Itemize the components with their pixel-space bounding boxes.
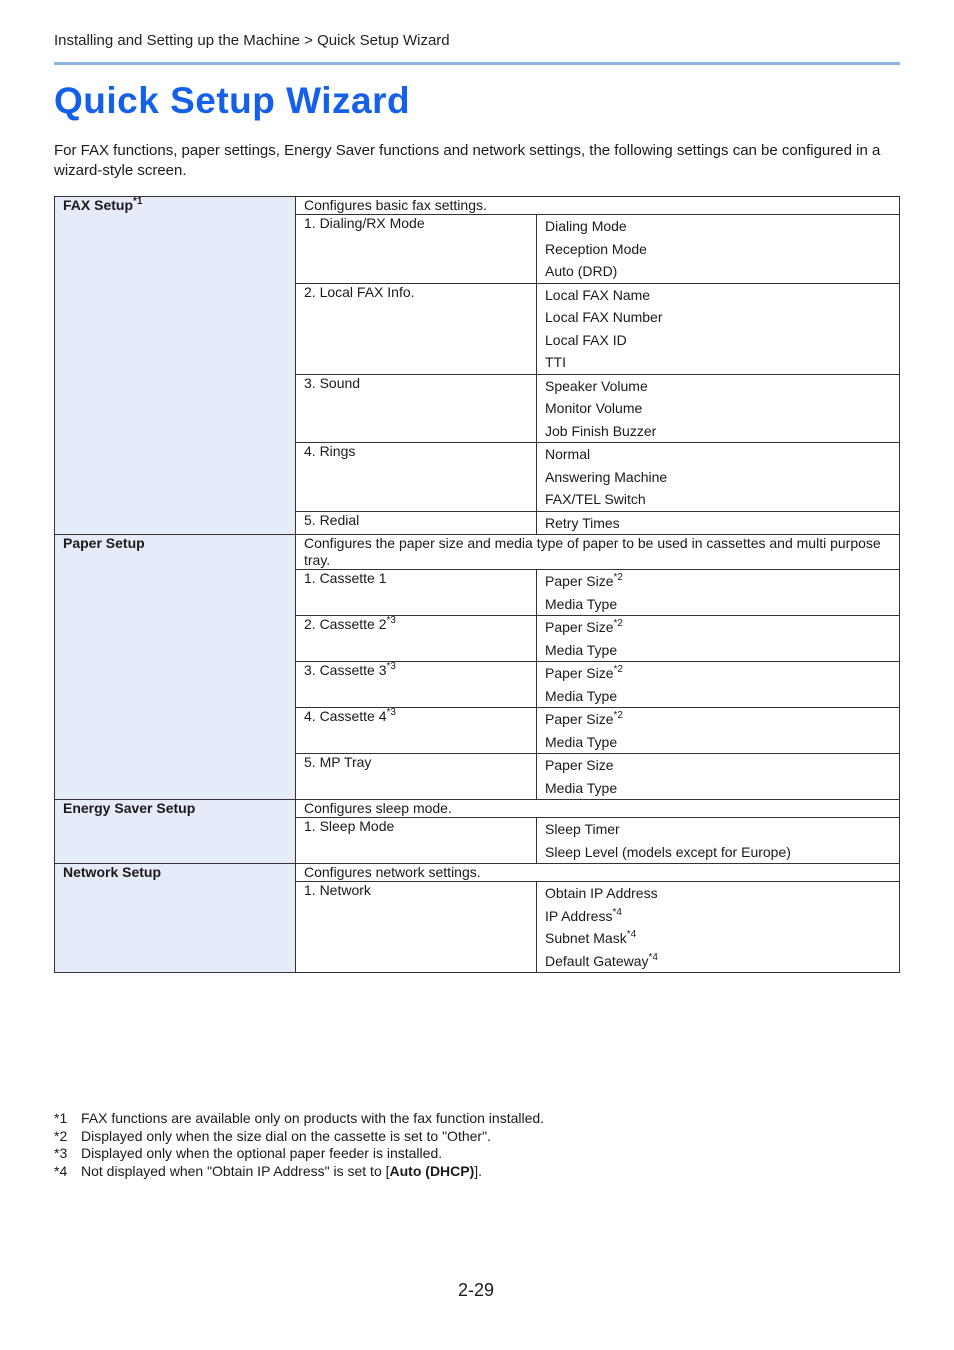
setting-item-label: 3. Cassette 3: [304, 662, 387, 678]
setting-item-label: 1. Cassette 1: [304, 570, 387, 586]
option-label: Default Gateway: [545, 952, 649, 969]
setting-item: [296, 662, 537, 708]
setting-item-label: 5. MP Tray: [304, 754, 372, 770]
setting-item: 1. Dialing/RX Mode: [296, 215, 537, 284]
setting-item: [296, 708, 537, 754]
setting-item: 4. Rings: [296, 443, 537, 512]
footnote-mark: *2: [54, 1127, 68, 1144]
setting-options: [537, 662, 900, 708]
setting-item: [296, 570, 537, 616]
option: Sleep Timer: [545, 821, 620, 837]
footnote-ref: *2: [613, 710, 623, 721]
footnote-ref: *3: [386, 707, 396, 718]
option: Sleep Level (models except for Europe): [545, 843, 791, 860]
page-number: 2-29: [458, 1280, 495, 1300]
setting-item: 1. Network: [296, 882, 537, 973]
option: Normal: [545, 446, 591, 462]
footnote-text-bold: Auto (DHCP): [389, 1162, 475, 1179]
footnote-ref: *2: [613, 618, 623, 629]
setting-item-label: 4. Cassette 4: [304, 708, 387, 724]
option-label: IP Address: [545, 907, 613, 924]
footnote-ref: *2: [613, 572, 623, 583]
breadcrumb: Installing and Setting up the Machine > Quick Setup Wizard: [54, 32, 450, 49]
option: [545, 927, 891, 950]
option: [545, 570, 891, 593]
footnote-ref: *4: [648, 951, 658, 963]
setting-options: [537, 511, 900, 535]
section-description: Configures sleep mode.: [296, 800, 900, 818]
setting-item-label: 2. Cassette 2: [304, 616, 387, 632]
settings-table: [54, 196, 900, 973]
option: Job Finish Buzzer: [545, 422, 657, 439]
option-label: Paper Size: [545, 573, 614, 589]
section-name: Paper Setup: [63, 535, 145, 551]
option-label: Paper Size: [545, 665, 614, 681]
option: Auto (DRD): [545, 263, 618, 279]
section-name: Energy Saver Setup: [63, 800, 196, 816]
option: Answering Machine: [545, 468, 668, 485]
setting-item: 5. Redial: [296, 511, 537, 535]
option: Media Type: [545, 687, 618, 704]
setting-options: [537, 616, 900, 662]
section-description: Configures basic fax settings.: [296, 197, 900, 215]
footnote-text: FAX functions are available only on products with the fax function installed.: [81, 1110, 545, 1126]
option: [545, 708, 891, 731]
footnote-text-after: ].: [474, 1162, 483, 1179]
setting-options: [537, 882, 900, 973]
setting-item: [296, 616, 537, 662]
footnote-mark: *4: [54, 1162, 68, 1179]
option: FAX/TEL Switch: [545, 491, 646, 507]
footnote-mark: *3: [54, 1145, 68, 1161]
option: Media Type: [545, 733, 618, 750]
setting-options: [537, 443, 900, 512]
table-row: [55, 535, 900, 570]
option-label: Subnet Mask: [545, 930, 627, 946]
footnote-text: Displayed only when the size dial on the cassette is set to "Other".: [81, 1127, 491, 1144]
section-paper-setup: [55, 535, 296, 800]
footnote-ref: *3: [386, 661, 396, 672]
table-row: [55, 197, 900, 215]
option: [545, 905, 891, 928]
section-name: Network Setup: [63, 864, 162, 880]
section-energy-saver-setup: [55, 800, 296, 864]
option: Monitor Volume: [545, 400, 643, 416]
footnote: [54, 1145, 544, 1163]
option: [545, 950, 891, 973]
option: Retry Times: [545, 514, 620, 531]
section-description: Configures the paper size and media type of paper to be used in cassettes and multi purpose tray.: [296, 535, 900, 570]
section-name: FAX Setup: [63, 197, 134, 213]
page-title: Quick Setup Wizard: [54, 80, 411, 121]
setting-item: 2. Local FAX Info.: [296, 283, 537, 374]
footnotes: [54, 1110, 544, 1180]
footnote: [54, 1110, 544, 1128]
option: Reception Mode: [545, 240, 647, 257]
footnote-ref: *4: [612, 906, 622, 918]
setting-options: [537, 283, 900, 374]
footnote-ref: *1: [133, 196, 143, 207]
option: Local FAX Number: [545, 309, 663, 325]
footnote: [54, 1163, 544, 1181]
section-network-setup: [55, 864, 296, 973]
header-rule: [54, 62, 900, 65]
setting-options: [537, 754, 900, 800]
option: Speaker Volume: [545, 377, 648, 394]
option: Media Type: [545, 595, 618, 612]
setting-item: [296, 754, 537, 800]
footnote-text-before: Not displayed when "Obtain IP Address" is set to [: [81, 1162, 390, 1179]
footnote-ref: *4: [626, 929, 637, 940]
option: Media Type: [545, 779, 618, 796]
section-description: Configures network settings.: [296, 864, 900, 882]
setting-options: [537, 374, 900, 443]
option: [545, 662, 891, 685]
footnote-text: [81, 1163, 482, 1181]
option: Local FAX Name: [545, 286, 651, 303]
option: Media Type: [545, 641, 618, 658]
footnote-ref: *3: [386, 615, 396, 626]
table-row: [55, 800, 900, 818]
option: Dialing Mode: [545, 218, 627, 234]
section-fax-setup: [55, 197, 296, 535]
option-label: Paper Size: [545, 711, 614, 727]
intro-paragraph: For FAX functions, paper settings, Energy Saver functions and network settings, the following settings can be configured in a wizard-style screen.: [54, 142, 881, 179]
setting-options: [537, 570, 900, 616]
footnote-text: Displayed only when the optional paper feeder is installed.: [81, 1145, 443, 1161]
footnote: [54, 1128, 544, 1146]
setting-options: [537, 818, 900, 864]
table-row: [55, 864, 900, 882]
setting-options: [537, 215, 900, 284]
footnote-ref: *2: [613, 664, 623, 675]
setting-options: [537, 708, 900, 754]
option: Obtain IP Address: [545, 885, 658, 901]
option: Local FAX ID: [545, 331, 627, 348]
option: Paper Size: [545, 757, 614, 773]
setting-item: 3. Sound: [296, 374, 537, 443]
option: TTI: [545, 354, 566, 370]
option: [545, 616, 891, 639]
footnote-mark: *1: [54, 1110, 68, 1126]
option-label: Paper Size: [545, 619, 614, 635]
setting-item: 1. Sleep Mode: [296, 818, 537, 864]
